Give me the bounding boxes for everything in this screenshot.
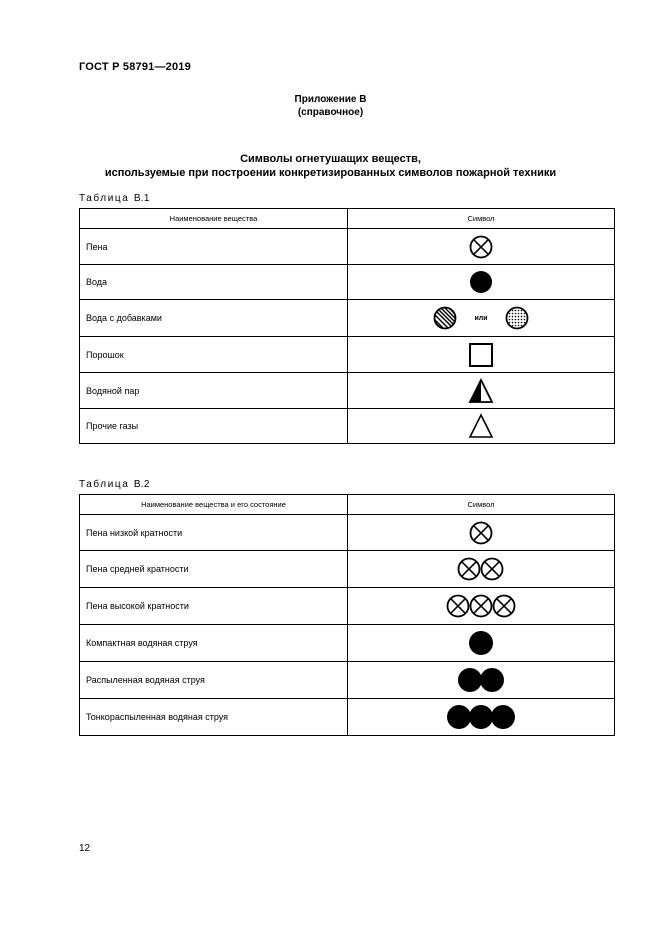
double-filled-circle-icon [457,667,505,693]
row-name: Пена [80,229,348,265]
triple-filled-circle-icon [446,704,516,730]
table-row [80,625,615,662]
document-code: ГОСТ Р 58791—2019 [79,61,191,73]
table-row [80,551,615,588]
row-symbol [348,229,615,265]
row-symbol [348,337,615,373]
table1-caption [79,193,150,204]
circle-cross-icon [469,235,493,259]
table-row [80,300,615,337]
row-symbol [348,699,615,736]
section-title-line-2: используемые при построении конкретизированных символов пожарной техники [104,167,557,179]
filled-circle-icon [468,630,494,656]
table-row [80,229,615,265]
row-name: Вода [80,265,348,300]
table2-caption [79,479,150,490]
appendix-title: Приложение В [294,94,367,105]
row-symbol [348,515,615,551]
row-symbol [348,373,615,409]
table-row [80,699,615,736]
table-row [80,588,615,625]
triangle-icon [468,413,494,439]
dotted-circle-icon [505,306,529,330]
double-circle-cross-icon [457,557,505,581]
table-row [80,373,615,409]
table-b1 [79,208,615,444]
row-name: Пена средней кратности [80,551,348,588]
table1-header-name: Наименование вещества [80,209,348,229]
table2-caption-number: В.2 [133,479,150,490]
triple-circle-cross-icon [446,594,517,618]
half-filled-triangle-icon [468,378,494,404]
row-name: Тонкораспыленная водяная струя [80,699,348,736]
row-name: Компактная водяная струя [80,625,348,662]
row-name: Порошок [80,337,348,373]
filled-circle-icon [469,270,493,294]
appendix-heading [0,93,661,119]
table1-caption-number: В.1 [133,193,150,204]
row-name: Пена высокой кратности [80,588,348,625]
row-name: Вода с добавками [80,300,348,337]
square-icon [468,342,494,368]
section-title-line-1: Символы огнетушащих веществ, [240,153,421,165]
table-b2 [79,494,615,736]
row-name: Водяной пар [80,373,348,409]
appendix-subtitle: (справочное) [297,107,364,118]
table2-caption-word: Таблица [79,479,130,490]
row-symbol [348,625,615,662]
row-name: Пена низкой кратности [80,515,348,551]
or-text: или [474,314,488,322]
row-symbol [348,409,615,444]
row-symbol [348,551,615,588]
table2-header-symbol: Символ [348,495,615,515]
row-name: Распыленная водяная струя [80,662,348,699]
table-row [80,515,615,551]
circle-cross-icon [469,521,493,545]
table2-header-name: Наименование вещества и его состояние [80,495,348,515]
table2-header-row [80,495,615,515]
table-row [80,337,615,373]
hatched-circle-icon [433,306,457,330]
page-number: 12 [79,843,91,854]
table-row [80,409,615,444]
table-row [80,662,615,699]
table1-header-symbol: Символ [348,209,615,229]
table1-caption-word: Таблица [79,193,130,204]
row-symbol [348,300,615,337]
table1-header-row [80,209,615,229]
row-symbol [348,662,615,699]
section-title [0,152,661,180]
row-symbol [348,265,615,300]
row-symbol [348,588,615,625]
row-name: Прочие газы [80,409,348,444]
table-row [80,265,615,300]
